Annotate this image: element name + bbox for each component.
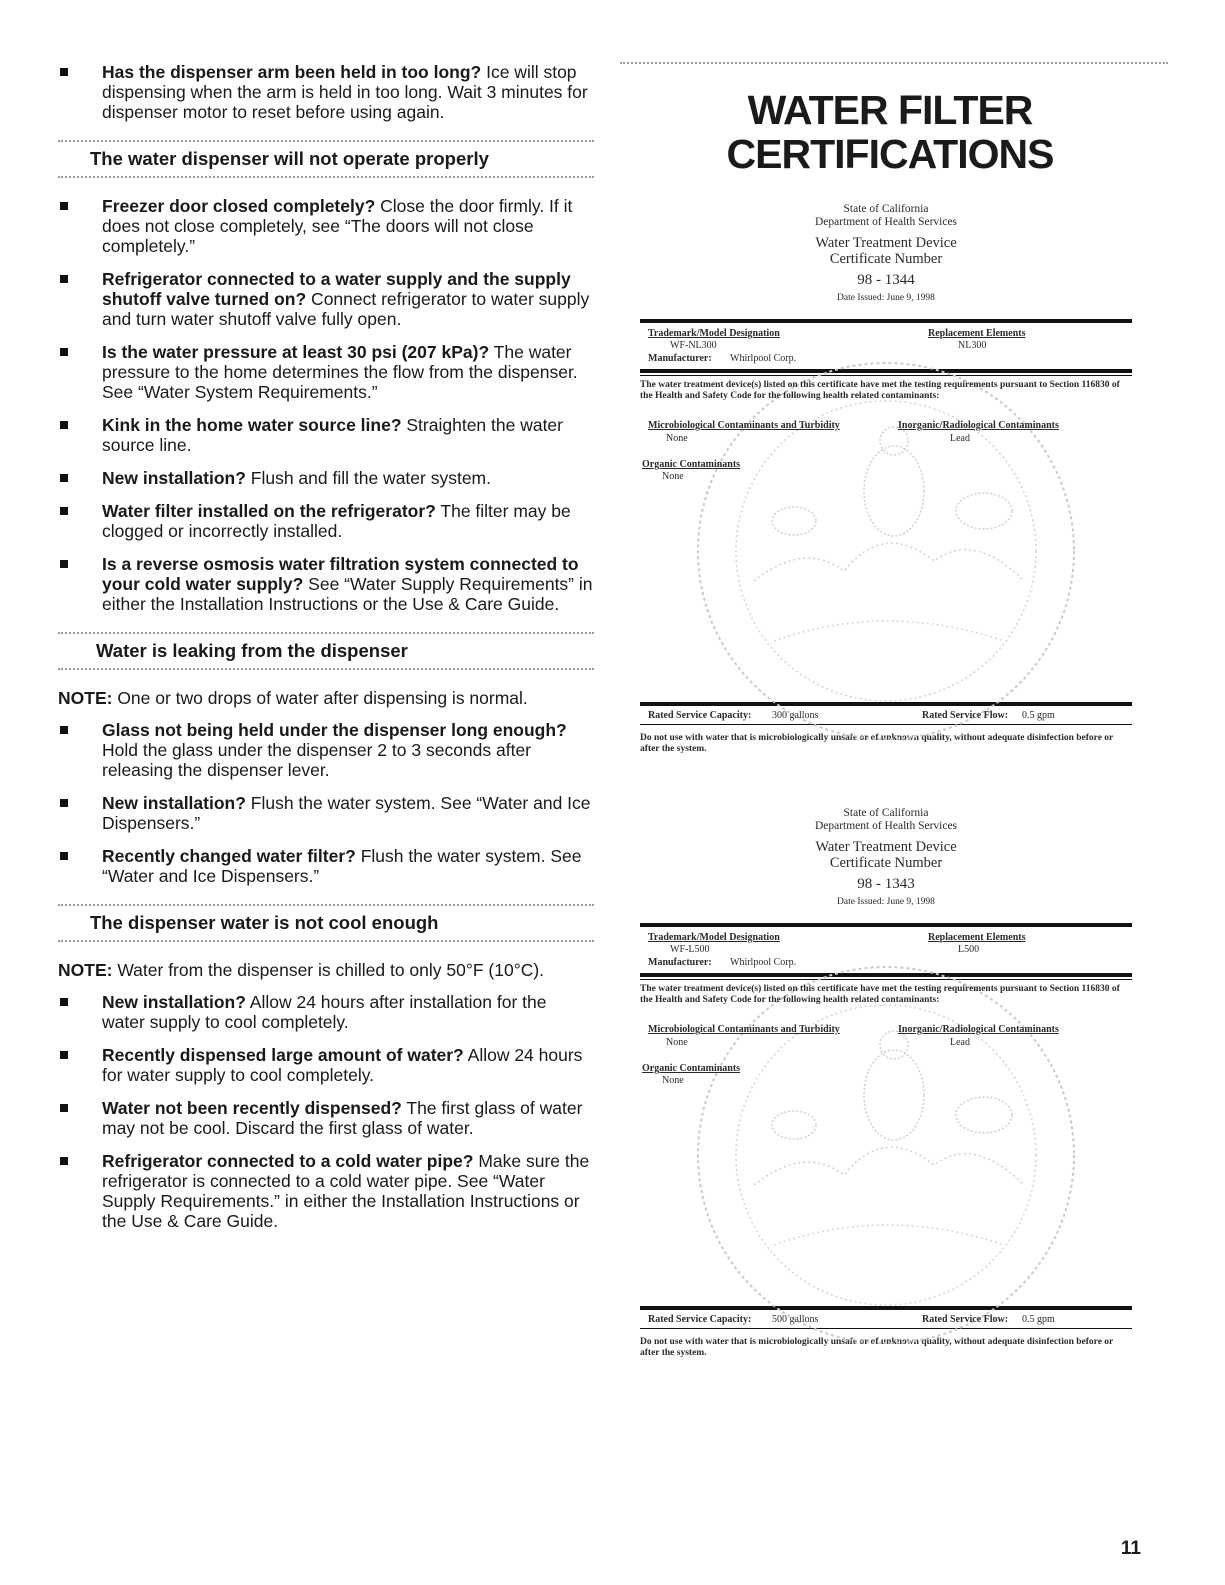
list-item — [58, 62, 594, 122]
section-list — [58, 992, 594, 1231]
item-question: Refrigerator connected to a water supply and the supply shutoff valve turned on? — [102, 269, 571, 309]
model-value: WF-NL300 — [670, 340, 717, 351]
note-text: One or two drops of water after dispensing is normal. — [112, 688, 528, 708]
divider — [58, 176, 594, 178]
title-line-1: WATER FILTER — [747, 87, 1033, 133]
note-label: NOTE: — [58, 960, 113, 980]
trademark-header: Trademark/Model Designation — [648, 328, 780, 339]
cert-device: Water Treatment Device — [815, 839, 957, 855]
note — [58, 960, 594, 980]
organic-value: None — [662, 1075, 684, 1086]
organic-header: Organic Contaminants — [642, 1063, 741, 1074]
bullet-icon — [60, 275, 68, 283]
contaminants-block — [640, 412, 1132, 702]
list-item — [58, 1045, 594, 1085]
certificate-header — [640, 203, 1132, 303]
item-question: Water not been recently dispensed? — [102, 1098, 402, 1118]
cert-statement: The water treatment device(s) listed on this certificate have met the testing requirements pursuant to Section 116830 of the Health and Safety Code for the following health related contaminants: — [640, 380, 1120, 401]
item-answer: The first glass of water may not be cool. Discard the first glass of water. — [102, 1098, 583, 1138]
cert-device: Water Treatment Device — [815, 235, 957, 251]
title-line-2: CERTIFICATIONS — [726, 131, 1054, 177]
model-block — [640, 927, 1132, 971]
cert-state: State of California — [843, 807, 929, 819]
inorganic-header: Inorganic/Radiological Contaminants — [898, 1024, 1059, 1035]
inorganic-value: Lead — [950, 1037, 970, 1048]
item-answer: Make sure the refrigerator is connected to a cold water pipe. See “Water Supply Requirements.” in either the Installation Instructions or the Use & Care Guide. — [102, 1151, 590, 1231]
item-question: New installation? — [102, 992, 246, 1012]
bullet-icon — [60, 68, 68, 76]
list-item — [58, 269, 594, 329]
note-text: Water from the dispenser is chilled to only 50°F (10°C). — [112, 960, 545, 980]
certifications-column — [620, 62, 1160, 176]
bullet-icon — [60, 348, 68, 356]
item-answer: See “Water Supply Requirements” in either the Installation Instructions or the Use & Care Guide. — [102, 574, 593, 614]
list-item — [58, 196, 594, 256]
bullet-icon — [60, 474, 68, 482]
list-item — [58, 342, 594, 402]
list-item — [58, 992, 594, 1032]
organic-header: Organic Contaminants — [642, 459, 741, 470]
manufacturer-label: Manufacturer: — [648, 957, 712, 968]
bullet-icon — [60, 799, 68, 807]
item-question: Refrigerator connected to a cold water pipe? — [102, 1151, 474, 1171]
contaminants-block — [640, 1016, 1132, 1306]
cert-statement: The water treatment device(s) listed on this certificate have met the testing requirements pursuant to Section 116830 of the Health and Safety Code for the following health related contaminants: — [640, 984, 1120, 1005]
replacement-header: Replacement Elements — [928, 328, 1026, 339]
item-question: Recently changed water filter? — [102, 846, 356, 866]
list-item — [58, 415, 594, 455]
item-question: Recently dispensed large amount of water? — [102, 1045, 464, 1065]
item-answer: Straighten the water source line. — [102, 415, 563, 455]
item-answer: Ice will stop dispensing when the arm is held in too long. Wait 3 minutes for dispenser motor to reset before using again. — [102, 62, 588, 122]
item-question: Kink in the home water source line? — [102, 415, 402, 435]
rating-block — [640, 706, 1132, 724]
model-value: WF-L500 — [670, 944, 710, 955]
replacement-value: NL300 — [958, 340, 987, 351]
list-item — [58, 501, 594, 541]
section-list — [58, 720, 594, 886]
micro-value: None — [666, 433, 688, 444]
bullet-icon — [60, 998, 68, 1006]
micro-header: Microbiological Contaminants and Turbidity — [648, 420, 840, 431]
manufacturer-value: Whirlpool Corp. — [730, 957, 797, 968]
flow-value: 0.5 gpm — [1022, 710, 1055, 721]
cert-number-label: Certificate Number — [829, 251, 943, 267]
cert-state: State of California — [843, 203, 929, 215]
item-answer: Hold the glass under the dispenser 2 to 3 seconds after releasing the dispenser lever. — [102, 740, 532, 780]
certificate-body — [640, 319, 1132, 755]
cert-department: Department of Health Services — [814, 216, 958, 228]
certificate-header — [640, 807, 1132, 907]
item-question: Is the water pressure at least 30 psi (207 kPa)? — [102, 342, 490, 362]
item-answer: The water pressure to the home determines the flow from the dispenser. See “Water System Requirements.” — [102, 342, 578, 402]
item-question: Freezer door closed completely? — [102, 196, 376, 216]
item-answer: Allow 24 hours for water supply to cool completely. — [102, 1045, 583, 1085]
list-item — [58, 1151, 594, 1231]
capacity-label: Rated Service Capacity: — [648, 710, 752, 721]
item-question: New installation? — [102, 793, 246, 813]
section-list — [58, 196, 594, 614]
cert-date: Date Issued: June 9, 1998 — [837, 897, 935, 907]
certificate-body — [640, 923, 1132, 1359]
item-question: Glass not being held under the dispenser long enough? — [102, 720, 567, 740]
bullet-icon — [60, 726, 68, 734]
section-title: The dispenser water is not cool enough — [90, 912, 439, 933]
bullet-icon — [60, 852, 68, 860]
trademark-header: Trademark/Model Designation — [648, 932, 780, 943]
model-block — [640, 323, 1132, 367]
note-label: NOTE: — [58, 688, 113, 708]
item-answer: Connect refrigerator to water supply and turn water shutoff valve fully open. — [102, 289, 590, 329]
item-answer: Allow 24 hours after installation for the water supply to cool completely. — [102, 992, 547, 1032]
item-answer: Flush the water system. See “Water and Ice Dispensers.” — [102, 793, 591, 833]
section-title: Water is leaking from the dispenser — [96, 640, 408, 661]
troubleshooting-column — [58, 62, 594, 1244]
list-item — [58, 1098, 594, 1138]
cert-date: Date Issued: June 9, 1998 — [837, 293, 935, 303]
item-answer: The filter may be clogged or incorrectly installed. — [102, 501, 571, 541]
bullet-icon — [60, 560, 68, 568]
list-item — [58, 846, 594, 886]
capacity-label: Rated Service Capacity: — [648, 1314, 752, 1325]
item-question: Is a reverse osmosis water filtration system connected to your cold water supply? — [102, 554, 579, 594]
bullet-icon — [60, 507, 68, 515]
item-answer: Close the door firmly. If it does not close completely, see “The doors will not close completely.” — [102, 196, 573, 256]
intro-list — [58, 62, 594, 122]
list-item — [58, 468, 594, 488]
divider — [58, 940, 594, 942]
replacement-header: Replacement Elements — [928, 932, 1026, 943]
cert-warning: Do not use with water that is microbiologically unsafe or of unknown quality, without adequate disinfection before or after the system. — [640, 1337, 1114, 1358]
bullet-icon — [60, 421, 68, 429]
list-item — [58, 793, 594, 833]
certificate-2 — [640, 807, 1132, 1359]
micro-value: None — [666, 1037, 688, 1048]
page-title — [620, 88, 1160, 176]
page-number: 11 — [1120, 1538, 1141, 1559]
cert-number: 98 - 1343 — [857, 876, 915, 892]
flow-value: 0.5 gpm — [1022, 1314, 1055, 1325]
flow-label: Rated Service Flow: — [922, 1314, 1009, 1325]
section-water-dispenser — [58, 140, 594, 178]
manufacturer-value: Whirlpool Corp. — [730, 353, 797, 364]
bullet-icon — [60, 1051, 68, 1059]
inorganic-header: Inorganic/Radiological Contaminants — [898, 420, 1059, 431]
item-question: Water filter installed on the refrigerator? — [102, 501, 436, 521]
cert-number-label: Certificate Number — [829, 855, 943, 871]
list-item — [58, 720, 594, 780]
divider — [620, 62, 1168, 64]
section-not-cool — [58, 904, 594, 942]
cert-department: Department of Health Services — [814, 820, 958, 832]
bullet-icon — [60, 202, 68, 210]
inorganic-value: Lead — [950, 433, 970, 444]
certificate-1 — [640, 203, 1132, 755]
bullet-icon — [60, 1104, 68, 1112]
item-answer: Flush and fill the water system. — [245, 468, 492, 488]
item-question: Has the dispenser arm been held in too long? — [102, 62, 482, 82]
replacement-value: L500 — [958, 944, 980, 955]
micro-header: Microbiological Contaminants and Turbidity — [648, 1024, 840, 1035]
capacity-value: 500 gallons — [772, 1314, 819, 1325]
bullet-icon — [60, 1157, 68, 1165]
flow-label: Rated Service Flow: — [922, 710, 1009, 721]
section-title: The water dispenser will not operate properly — [90, 148, 489, 169]
cert-warning: Do not use with water that is microbiologically unsafe or of unknown quality, without adequate disinfection before or after the system. — [640, 733, 1114, 754]
section-leaking — [58, 632, 594, 670]
rating-block — [640, 1310, 1132, 1328]
cert-number: 98 - 1344 — [857, 272, 915, 288]
list-item — [58, 554, 594, 614]
note — [58, 688, 594, 708]
capacity-value: 300 gallons — [772, 710, 819, 721]
divider — [58, 668, 594, 670]
item-question: New installation? — [102, 468, 246, 488]
item-answer: Flush the water system. See “Water and Ice Dispensers.” — [102, 846, 582, 886]
manufacturer-label: Manufacturer: — [648, 353, 712, 364]
organic-value: None — [662, 471, 684, 482]
